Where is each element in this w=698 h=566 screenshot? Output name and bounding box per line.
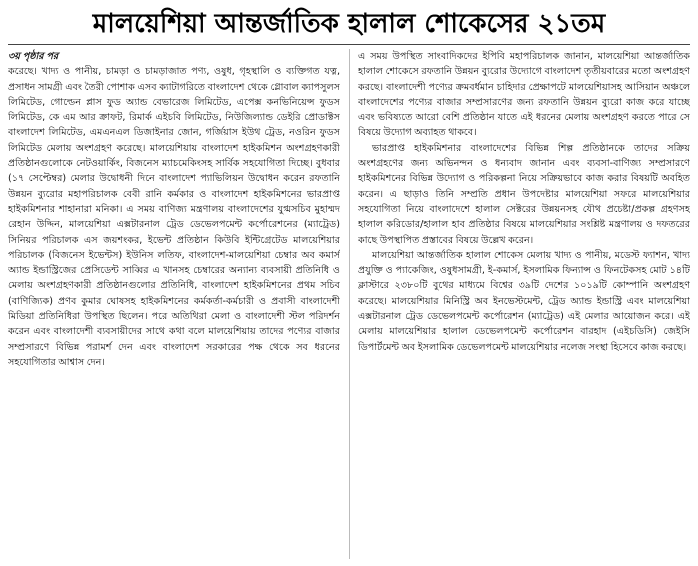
right-column bbox=[358, 49, 690, 559]
paragraph: এ সময় উপস্থিত সাংবাদিকদের ইপিবি মহাপরিচালক জানান, মালয়েশিয়া আন্তর্জাতিক হালাল শোকেসে রফতানি উন্নয়ন ব্যুরোর উদ্যোগে বাংলাদেশ তৃতীয়বারের মতো অংশগ্রহণ করছে। বাংলাদেশী পণ্যের ক্রমবর্ধমান চাহিদার প্রেক্ষাপটে মালয়েশিয়াসহ আসিয়ান অঞ্চলে বাংলাদেশের পণ্যের বাজার সম্প্রসারণের জন্য রফতানি উন্নয়ন ব্যুরো কাজ করে যাচ্ছে এবং ভবিষ্যতে আরো বেশি প্রতিষ্ঠান যাতে এই ধরনের মেলায় অংশগ্রহণ করতে পারে সে বিষয়ে উদ্যোগ অব্যাহত থাকবে। bbox=[358, 51, 690, 139]
paragraph: মালয়েশিয়া আন্তর্জাতিক হালাল শোকেস মেলায় খাদ্য ও পানীয়, মডেস্ট ফ্যাশন, খাদ্য প্রযুক্তি ও প্যাকেজিং, ওষুধসামগ্রী, ই-কমার্স, ইসলামিক ফিন্যান্স ও ফিনটেকসহ মোট ১৪টি ক্লাস্টারে ২৩৮০টি বুথের মাধ্যমে বিশ্বের ৩৯টি দেশের ১০১৯টি কোম্পানি অংশগ্রহণ করেছে। মালয়েশিয়ার মিনিস্ট্রি অব ইনভেস্টমেন্ট, ট্রেড অ্যান্ড ইন্ডাস্ট্রি এবং মালয়েশিয়া এক্সটারনাল ট্রেড ডেভেলপমেন্ট কর্পোরেশন (ম্যাট্রেড) এই মেলার আয়োজন করে। এই মেলায় মালয়েশিয়ার হালাল ডেভেলপমেন্ট কর্পোরেশন বারহাদ (এইচডিসি) জেইসি ডিপার্টমেন্ট অব ইসলামিক ডেভেলপমেন্ট মালয়েশিয়ার নলেজ সংস্থা হিসেবে কাজ করছে। bbox=[358, 249, 690, 353]
left-column bbox=[8, 49, 340, 559]
paragraph: করেছে। খাদ্য ও পানীয়, চামড়া ও চামড়াজাত পণ্য, ওষুধ, গৃহস্থালি ও ব্যক্তিগত যত্ন, প্রসাধন সামগ্রী এবং তৈরী পোশাক এসব ক্যাটাগরিতে বাংলাদেশ থেকে গ্লোবাল ক্যাপসুলস লিমিটেড, গোল্ডেন প্লাস ফুড অ্যান্ড বেভারেজ লিমিটেড, এপেক্স কনভিনিয়েন্স ফুডস লিমিটেড, কে এম আর ক্রাফট, রিমার্ক এইচবি লিমিটেড, নিউজিল্যান্ড ডেইরি প্রোডাক্টস বাংলাদেশ লিমিটেড, এমএনএল ডিজাইনার জোন, গর্জিয়াস ইউথ ট্রেড, নওরিন ফুডস লিমিটেড মেলায় অংশগ্রহণ করেছে। মালয়েশিয়ায় বাংলাদেশ হাইকমিশন অংশগ্রহণকারী প্রতিষ্ঠানগুলোকে নেটওয়ার্কিং, বিজনেস ম্যাচমেকিংসহ সার্বিক সহযোগিতা দিচ্ছে। বুধবার (১৭ সেপ্টেম্বর) মেলার উদ্বোধনী দিনে বাংলাদেশ প্যাভিলিয়ন উদ্বোধন করেন রফতানি উন্নয়ন ব্যুরোর মহাপরিচালক বেবী রানি কর্মকার ও বাংলাদেশ হাইকমিশনের ভারপ্রাপ্ত হাইকমিশনার শাহানারা মনিকা। এ সময় বাণিজ্য মন্ত্রণালয় বাংলাদেশের যুগ্মসচিব মুহাম্মদ রেহান উদ্দিন, মালয়েশিয়া এক্সটারনাল ট্রেড ডেভেলপমেন্ট কর্পোরেশনের (ম্যাট্রেড) সিনিয়র পরিচালক এস জয়শংকর, ইভেন্ট প্রতিষ্ঠান কিউবি ইন্টিগ্রেটেড মালয়েশিয়ার পরিচালক (বিজনেস ইভেন্টস) ইউনিস লতিফ, বাংলাদেশ-মালয়েশিয়া চেম্বার অব কমার্স অ্যান্ড ইন্ডাস্ট্রিজের প্রেসিডেন্ট সাব্বির এ খানসহ চেম্বারের অন্যান্য ব্যবসায়ী প্রতিনিধি ও মেলায় অংশগ্রহণকারী প্রতিষ্ঠানগুলোর প্রতিনিধি, বাংলাদেশ হাইকমিশনের প্রথম সচিব (বাণিজ্যিক) প্রণব কুমার ঘোষসহ হাইকমিশনের কর্মকর্তা-কর্মচারী ও প্রবাসী বাংলাদেশী মিডিয়া প্রতিনিধিরা উপস্থিত ছিলেন। পরে অতিথিরা মেলা ও বাংলাদেশী স্টল পরিদর্শন করেন এবং বাংলাদেশী ব্যবসায়ীদের সাথে কথা বলে মালয়েশিয়ায় তাদের পণ্যের বাজার সম্প্রসারণে বিভিন্ন পরামর্শ দেন এবং বাংলাদেশ সরকারের পক্ষ থেকে সব ধরনের সহযোগিতার আশ্বাস দেন। bbox=[8, 66, 340, 368]
headline: মালয়েশিয়া আন্তর্জাতিক হালাল শোকেসের ২১তম bbox=[92, 9, 606, 39]
headline-divider bbox=[8, 44, 690, 45]
continued-from-label: ৩য় পৃষ্ঠার পর bbox=[8, 51, 59, 62]
article-body bbox=[8, 49, 690, 559]
paragraph: ভারপ্রাপ্ত হাইকমিশনার বাংলাদেশের বিভিন্ন শিল্প প্রতিষ্ঠানকে তাদের সক্রিয় অংশগ্রহণের জন্য অভিনন্দন ও ধন্যবাদ জানান এবং ব্যবসা-বাণিজ্য সম্প্রসারণে হাইকমিশনের বিভিন্ন উদ্যোগ ও পরিকল্পনা নিয়ে সক্রিয়ভাবে কাজ করার বিষয়টি অবহিত করেন। এ ছাড়াও তিনি সম্প্রতি প্রধান উপদেষ্টার মালয়েশিয়া সফরে মালয়েশিয়ার সহযোগিতা নিয়ে বাংলাদেশে হালাল সেক্টরের উন্নয়নসহ যৌথ প্রচেষ্টা/প্রকল্প গ্রহণসহ হালাল করিডোর/হালাল হাব প্রতিষ্ঠার বিষয়ে মালয়েশিয়ার সংশ্লিষ্ট মন্ত্রণালয় ও দফতরের কাছে উপস্থাপিত প্রস্তাবের বিষয়ে উল্লেখ করেন। bbox=[358, 142, 690, 246]
column-divider bbox=[349, 49, 350, 559]
